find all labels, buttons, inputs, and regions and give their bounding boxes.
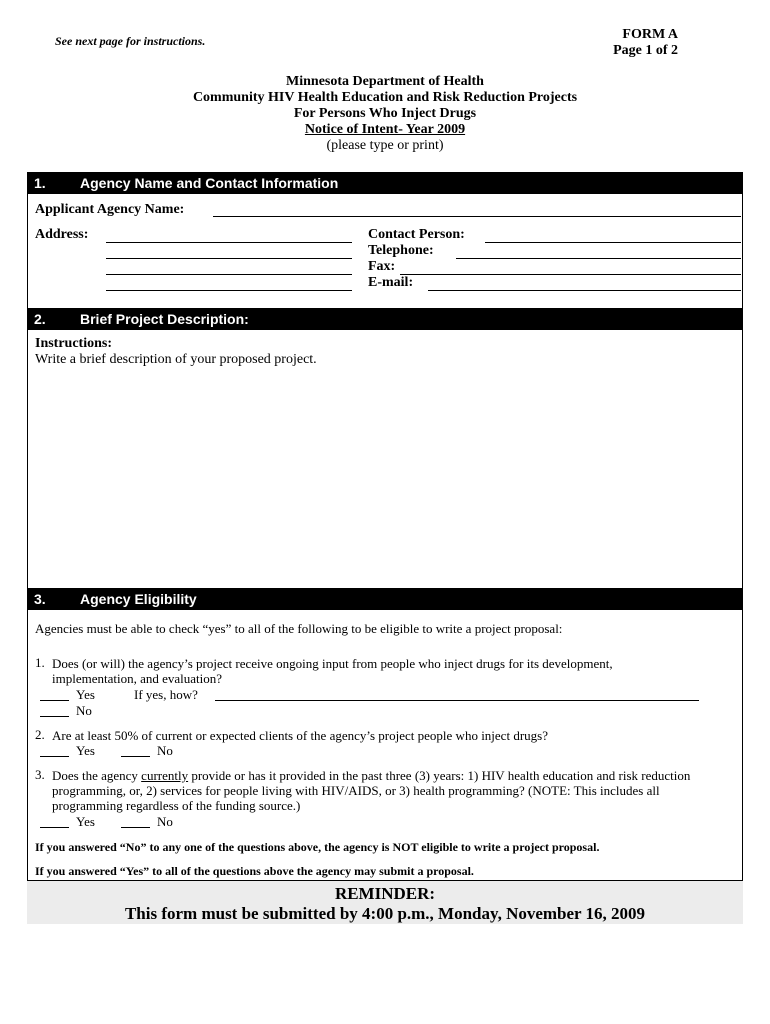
fax-label: Fax: [368, 259, 396, 274]
question-3-no-blank[interactable] [121, 827, 150, 828]
instructions-note: See next page for instructions. [55, 34, 206, 48]
instructions-text: Write a brief description of your proposed project. [35, 352, 317, 367]
project-description-area[interactable] [34, 372, 734, 582]
section-2-title: Brief Project Description: [80, 311, 249, 327]
section-2-header [27, 308, 743, 330]
address-field-2[interactable] [106, 258, 352, 259]
eligible-note: If you answered “Yes” to all of the questions above the agency may submit a proposal. [35, 864, 474, 878]
section-3-number: 3. [34, 591, 46, 607]
question-1-how-field[interactable] [215, 700, 699, 701]
eligibility-intro: Agencies must be able to check “yes” to all of the following to be eligible to write a project proposal: [35, 621, 563, 636]
email-field[interactable] [428, 290, 741, 291]
reminder-heading: REMINDER: [334, 884, 436, 903]
question-2-no-label: No [157, 743, 173, 758]
question-1-if-yes-label: If yes, how? [134, 687, 198, 702]
question-1-text-2: implementation, and evaluation? [52, 671, 223, 686]
question-3-text-post: provide or has it provided in the past three (3) years: 1) HIV health education and risk reduction [188, 768, 691, 783]
question-3-no-label: No [157, 814, 173, 829]
reminder-deadline: This form must be submitted by 4:00 p.m., Monday, November 16, 2009 [124, 904, 646, 923]
question-1-yes-blank[interactable] [40, 700, 69, 701]
telephone-field[interactable] [456, 258, 741, 259]
telephone-label: Telephone: [368, 243, 434, 258]
question-3-text-pre: Does the agency [52, 768, 142, 783]
question-3-text-2: programming, or, 2) services for people living with HIV/AIDS, or 3) health programming? (NOTE: This includes all [52, 783, 660, 798]
ineligible-note: If you answered “No” to any one of the questions above, the agency is NOT eligible to write a project proposal. [35, 840, 600, 854]
question-1-yes-label: Yes [76, 687, 95, 702]
address-field-1[interactable] [106, 242, 352, 243]
applicant-label: Applicant Agency Name: [35, 202, 185, 217]
title-line-1: Minnesota Department of Health [286, 74, 484, 89]
section-2-number: 2. [34, 311, 46, 327]
title-line-3: For Persons Who Inject Drugs [293, 106, 477, 121]
question-1-number: 1. [35, 655, 45, 670]
question-1-text: Does (or will) the agency’s project receive ongoing input from people who inject drugs for its development, [52, 656, 613, 671]
email-label: E-mail: [368, 275, 414, 290]
section-3-header [27, 588, 743, 610]
applicant-field[interactable] [213, 216, 741, 217]
address-field-3[interactable] [106, 274, 352, 275]
page-title [0, 74, 770, 154]
question-3-yes-label: Yes [76, 814, 95, 829]
question-2-yes-blank[interactable] [40, 756, 69, 757]
form-label: FORM A [622, 27, 678, 42]
question-1-no-blank[interactable] [40, 716, 69, 717]
question-3-text-underlined: currently [141, 768, 189, 783]
question-3-yes-blank[interactable] [40, 827, 69, 828]
question-3-number: 3. [35, 767, 45, 782]
form-id [613, 27, 678, 59]
instructions-label: Instructions: [35, 336, 113, 351]
question-2-text: Are at least 50% of current or expected clients of the agency’s project people who inject drugs? [52, 728, 548, 743]
title-line-4: Notice of Intent- Year 2009 [304, 122, 466, 137]
section-1-title: Agency Name and Contact Information [80, 175, 339, 191]
fax-field[interactable] [400, 274, 741, 275]
section-1-number: 1. [34, 175, 46, 191]
contact-person-label: Contact Person: [368, 227, 465, 242]
question-2-no-blank[interactable] [121, 756, 150, 757]
question-2-number: 2. [35, 727, 45, 742]
question-3-text-3: programming regardless of the funding source.) [52, 798, 301, 813]
contact-person-field[interactable] [485, 242, 741, 243]
question-3-text [52, 768, 690, 784]
question-2-yes-label: Yes [76, 743, 95, 758]
address-field-4[interactable] [106, 290, 352, 291]
page-number: Page 1 of 2 [613, 43, 678, 58]
section-3-title: Agency Eligibility [80, 591, 197, 607]
question-1-no-label: No [76, 703, 92, 718]
section-1-header [27, 172, 743, 194]
reminder-box [27, 880, 743, 924]
address-label: Address: [35, 227, 89, 242]
title-line-2: Community HIV Health Education and Risk Reduction Projects [192, 90, 578, 105]
title-line-5: (please type or print) [326, 138, 444, 153]
